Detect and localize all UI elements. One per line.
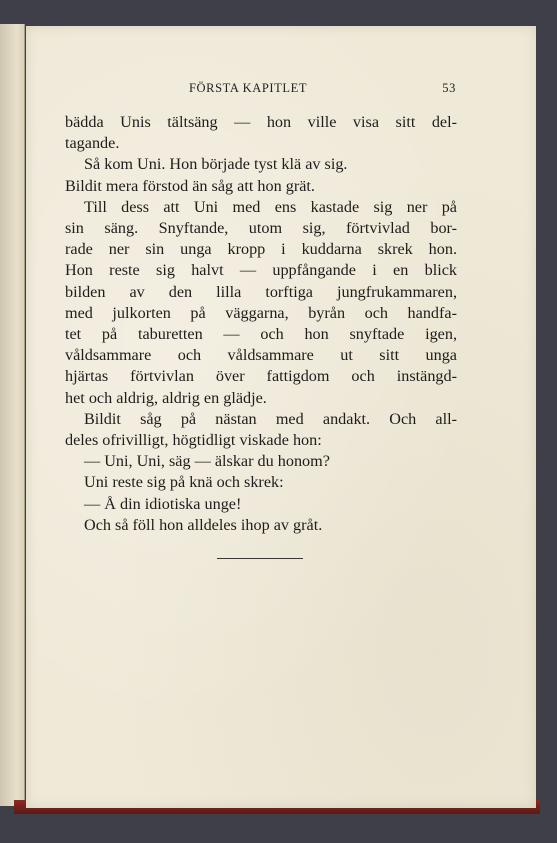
text-line: våldsammare och våldsammare ut sitt unga — [65, 346, 457, 365]
text-line: — Å din idiotiska unge! — [84, 494, 242, 513]
text-line: Till dess att Uni med ens kastade sig ner på — [84, 197, 457, 216]
text-line: Bildit såg på nästan med andakt. Och all- — [84, 409, 457, 428]
text-line: Så kom Uni. Hon började tyst klä av sig. — [84, 155, 348, 174]
left-page-edge — [0, 24, 25, 806]
text-line: — Uni, Uni, säg — älskar du honom? — [84, 452, 330, 471]
text-line: hjärtas förtvivlan över fattigdom och instängd- — [65, 367, 457, 386]
page-number: 53 — [442, 81, 456, 95]
text-line: tet på taburetten — och hon snyftade igen, — [65, 325, 457, 344]
chapter-title: FÖRSTA KAPITLET — [189, 81, 308, 95]
text-line: het och aldrig, aldrig en glädje. — [65, 388, 267, 407]
text-line: sin säng. Snyftande, utom sig, förtvivlad bor- — [65, 219, 457, 238]
text-line: deles ofrivilligt, högtidligt viskade hon: — [65, 431, 322, 450]
text-line: bädda Unis tältsäng — hon ville visa sitt del- — [65, 113, 457, 131]
text-line: Uni reste sig på knä och skrek: — [84, 473, 284, 492]
text-line: Hon reste sig halvt — uppfångande i en blick — [65, 261, 457, 280]
section-end-rule — [217, 558, 303, 559]
body-text — [65, 112, 457, 536]
text-line: Bildit mera förstod än såg att hon grät. — [65, 176, 315, 195]
book-page — [26, 26, 536, 808]
text-line: rade ner sin unga kropp i kuddarna skrek hon. — [65, 240, 457, 259]
text-line: Och så föll hon alldeles ihop av gråt. — [84, 515, 323, 534]
running-head — [86, 81, 456, 99]
text-line: bilden av den lilla torftiga jungfrukammaren, — [65, 282, 457, 301]
text-line: med julkorten på väggarna, byrån och handfa- — [65, 303, 457, 322]
text-line: tagande. — [65, 134, 120, 153]
